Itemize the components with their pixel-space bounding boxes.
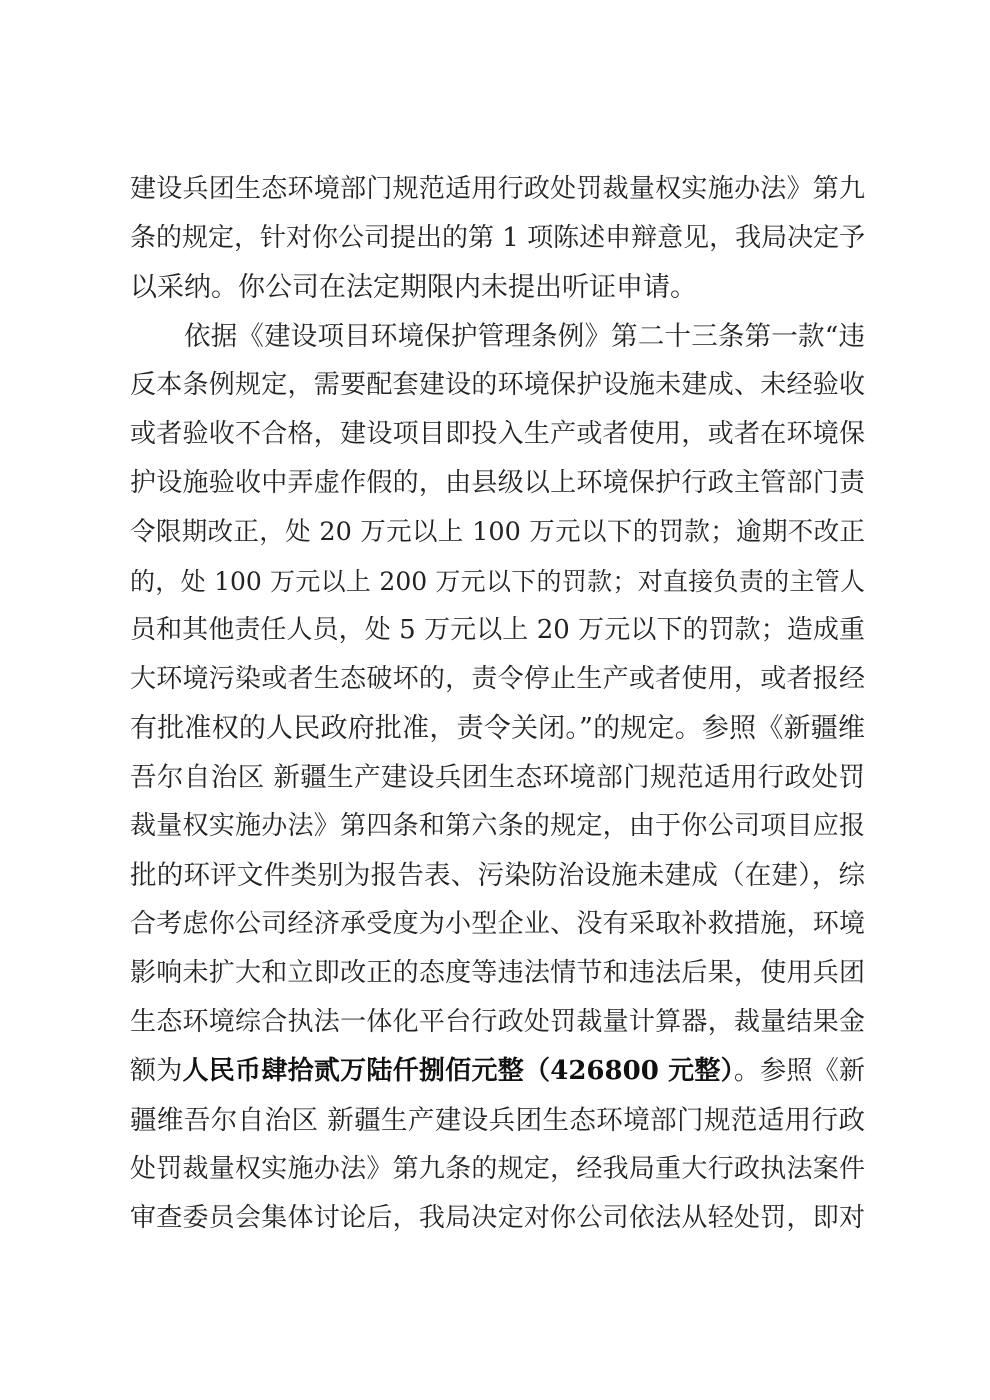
- text-line: 令限期改正，处 20 万元以上 100 万元以下的罚款；逾期不改正: [130, 517, 865, 547]
- text-line: 合考虑你公司经济承受度为小型企业、没有采取补救措施，环境: [130, 909, 865, 939]
- text-line: 疆维吾尔自治区 新疆生产建设兵团生态环境部门规范适用行政: [130, 1105, 865, 1136]
- text-line: 的，处 100 万元以上 200 万元以下的罚款；对直接负责的主管人: [130, 567, 865, 596]
- text-line: 裁量权实施办法》第四条和第六条的规定，由于你公司项目应报: [130, 811, 865, 841]
- text-line: 建设兵团生态环境部门规范适用行政处罚裁量权实施办法》第九: [130, 174, 865, 204]
- text-line: 吾尔自治区 新疆生产建设兵团生态环境部门规范适用行政处罚: [130, 762, 865, 793]
- amount-prefix: 额为: [130, 1056, 183, 1086]
- amount-suffix: 。参照《新: [733, 1056, 865, 1086]
- text-line: 员和其他责任人员，处 5 万元以上 20 万元以下的罚款；造成重: [130, 615, 865, 645]
- amount-line: [130, 1047, 865, 1096]
- text-line: 生态环境综合执法一体化平台行政处罚裁量计算器，裁量结果金: [130, 1007, 865, 1037]
- text-line: 处罚裁量权实施办法》第九条的规定，经我局重大行政执法案件: [130, 1154, 865, 1184]
- text-line: 有批准权的人民政府批准，责令关闭。”的规定。参照《新疆维: [130, 713, 865, 744]
- text-line: 影响未扩大和立即改正的态度等违法情节和违法后果，使用兵团: [130, 958, 865, 988]
- text-line: 或者验收不合格，建设项目即投入生产或者使用，或者在环境保: [130, 419, 865, 449]
- text-line: 大环境污染或者生态破坏的，责令停止生产或者使用，或者报经: [130, 664, 865, 694]
- text-line: 以采纳。你公司在法定期限内未提出听证申请。: [130, 272, 697, 303]
- text-line: 护设施验收中弄虚作假的，由县级以上环境保护行政主管部门责: [130, 468, 865, 498]
- text-line: 反本条例规定，需要配套建设的环境保护设施未建成、未经验收: [130, 370, 865, 400]
- text-line: 审查委员会集体讨论后，我局决定对你公司依法从轻处罚，即对: [130, 1203, 865, 1233]
- document-body: [130, 165, 865, 1243]
- penalty-amount: 人民币肆拾贰万陆仟捌佰元整（426800 元整）: [182, 1056, 734, 1086]
- text-line: 批的环评文件类别为报告表、污染防治设施未建成（在建），综: [130, 860, 865, 891]
- text-line: 依据《建设项目环境保护管理条例》第二十三条第一款“违: [184, 321, 865, 352]
- text-line: 条的规定，针对你公司提出的第 1 项陈述申辩意见，我局决定予: [130, 223, 865, 253]
